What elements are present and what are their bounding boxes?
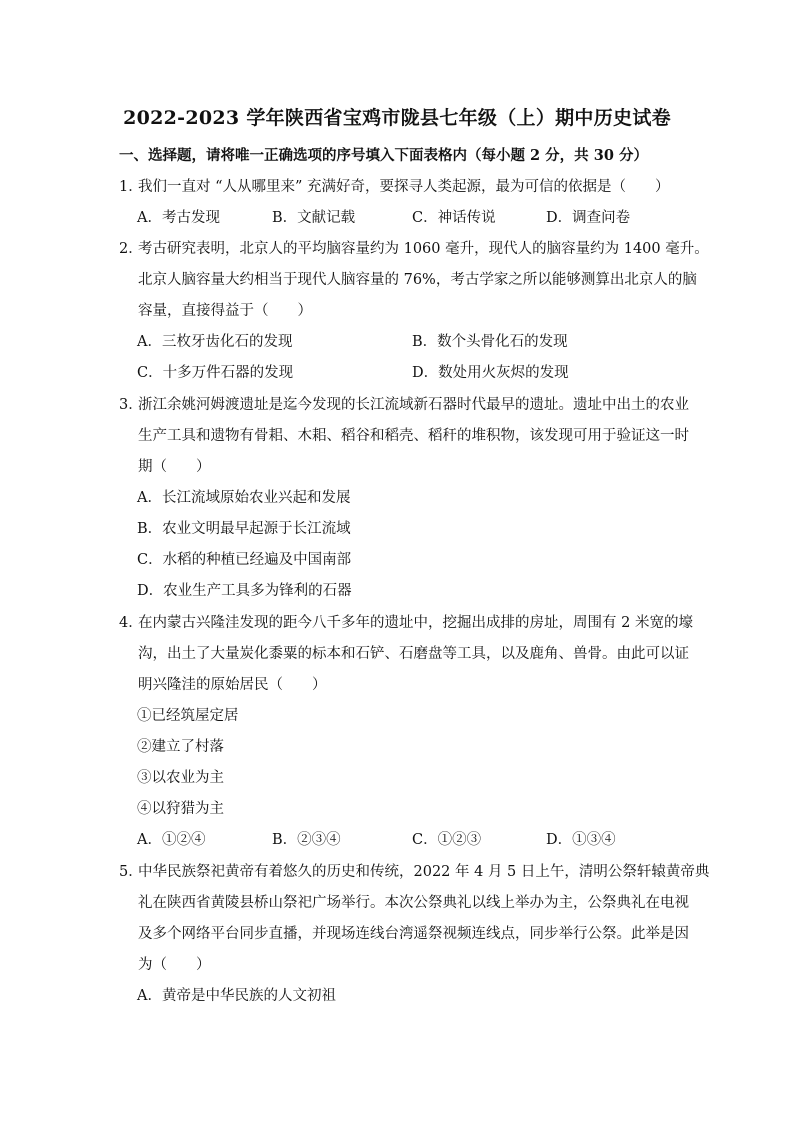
option-a: A．长江流域原始农业兴起和发展 xyxy=(137,490,351,506)
question-text-continued: 及多个网络平台同步直播，并现场连线台湾遥祭视频连线点，同步举行公祭。此举是因 xyxy=(138,926,689,942)
question-4-stem xyxy=(119,613,693,633)
question-text-continued: 生产工具和遗物有骨耜、木耜、稻谷和稻壳、稻秆的堆积物，该发现可用于验证这一时 xyxy=(138,428,689,444)
statement-4: ④以狩猎为主 xyxy=(137,801,224,817)
option-b: B．农业文明最早起源于长江流域 xyxy=(137,521,351,537)
question-text-continued: 明兴隆洼的原始居民（ ） xyxy=(138,677,327,693)
question-5-stem xyxy=(119,862,709,882)
question-text-continued: 期（ ） xyxy=(138,459,211,475)
question-number: 3． xyxy=(119,397,143,413)
question-text-continued: 礼在陕西省黄陵县桥山祭祀广场举行。本次公祭典礼以线上举办为主，公祭典礼在电视 xyxy=(138,895,689,911)
question-number: 5． xyxy=(119,864,143,880)
statement-2: ②建立了村落 xyxy=(137,739,224,755)
option-a: A．黄帝是中华民族的人文初祖 xyxy=(137,988,336,1004)
question-3-stem xyxy=(119,395,689,415)
option-d: D．农业生产工具多为锋利的石器 xyxy=(137,583,352,599)
statement-3: ③以农业为主 xyxy=(137,770,224,786)
option-a: A．①②④ xyxy=(137,832,206,848)
question-text: 在内蒙古兴隆洼发现的距今八千多年的遗址中，挖掘出成排的房址，周围有 2 米宽的壕 xyxy=(138,615,693,631)
option-c: C．十多万件石器的发现 xyxy=(137,365,294,381)
question-text-continued: 为（ ） xyxy=(138,957,211,973)
question-2-stem xyxy=(119,239,709,259)
option-d: D．调查问卷 xyxy=(546,210,631,226)
question-text: 我们一直对 “人从哪里来” 充满好奇，要探寻人类起源，最为可信的依据是（ ） xyxy=(138,179,670,195)
option-d: D．数处用火灰烬的发现 xyxy=(412,365,569,381)
option-c: C．①②③ xyxy=(412,832,482,848)
option-c: C．神话传说 xyxy=(412,210,496,226)
question-number: 2． xyxy=(119,241,143,257)
question-number: 4． xyxy=(119,615,143,631)
option-b: B．文献记载 xyxy=(272,210,356,226)
question-text: 考古研究表明，北京人的平均脑容量约为 1060 毫升，现代人的脑容量约为 1400 毫升。 xyxy=(138,241,709,257)
question-number: 1． xyxy=(119,179,143,195)
option-a: A．三枚牙齿化石的发现 xyxy=(137,334,293,350)
option-c: C．水稻的种植已经遍及中国南部 xyxy=(137,552,352,568)
question-text: 浙江余姚河姆渡遗址是迄今发现的长江流域新石器时代最早的遗址。遗址中出土的农业 xyxy=(138,397,689,413)
question-text: 中华民族祭祀黄帝有着悠久的历史和传统，2022 年 4 月 5 日上午，清明公祭轩辕黄帝典 xyxy=(138,864,710,880)
option-b: B．数个头骨化石的发现 xyxy=(412,334,568,350)
option-a: A．考古发现 xyxy=(137,210,220,226)
option-b: B．②③④ xyxy=(272,832,341,848)
question-1-stem xyxy=(119,177,670,197)
section-heading: 一、选择题，请将唯一正确选项的序号填入下面表格内（每小题 2 分，共 30 分） xyxy=(119,147,648,164)
statement-1: ①已经筑屋定居 xyxy=(137,708,239,724)
question-text-continued: 沟，出土了大量炭化黍粟的标本和石铲、石磨盘等工具，以及鹿角、兽骨。由此可以证 xyxy=(138,646,689,662)
exam-title: 2022-2023 学年陕西省宝鸡市陇县七年级（上）期中历史试卷 xyxy=(123,107,671,129)
option-d: D．①③④ xyxy=(546,832,616,848)
question-text-continued: 容量，直接得益于（ ） xyxy=(138,303,312,319)
question-text-continued: 北京人脑容量大约相当于现代人脑容量的 76%，考古学家之所以能够测算出北京人的脑 xyxy=(138,272,697,288)
